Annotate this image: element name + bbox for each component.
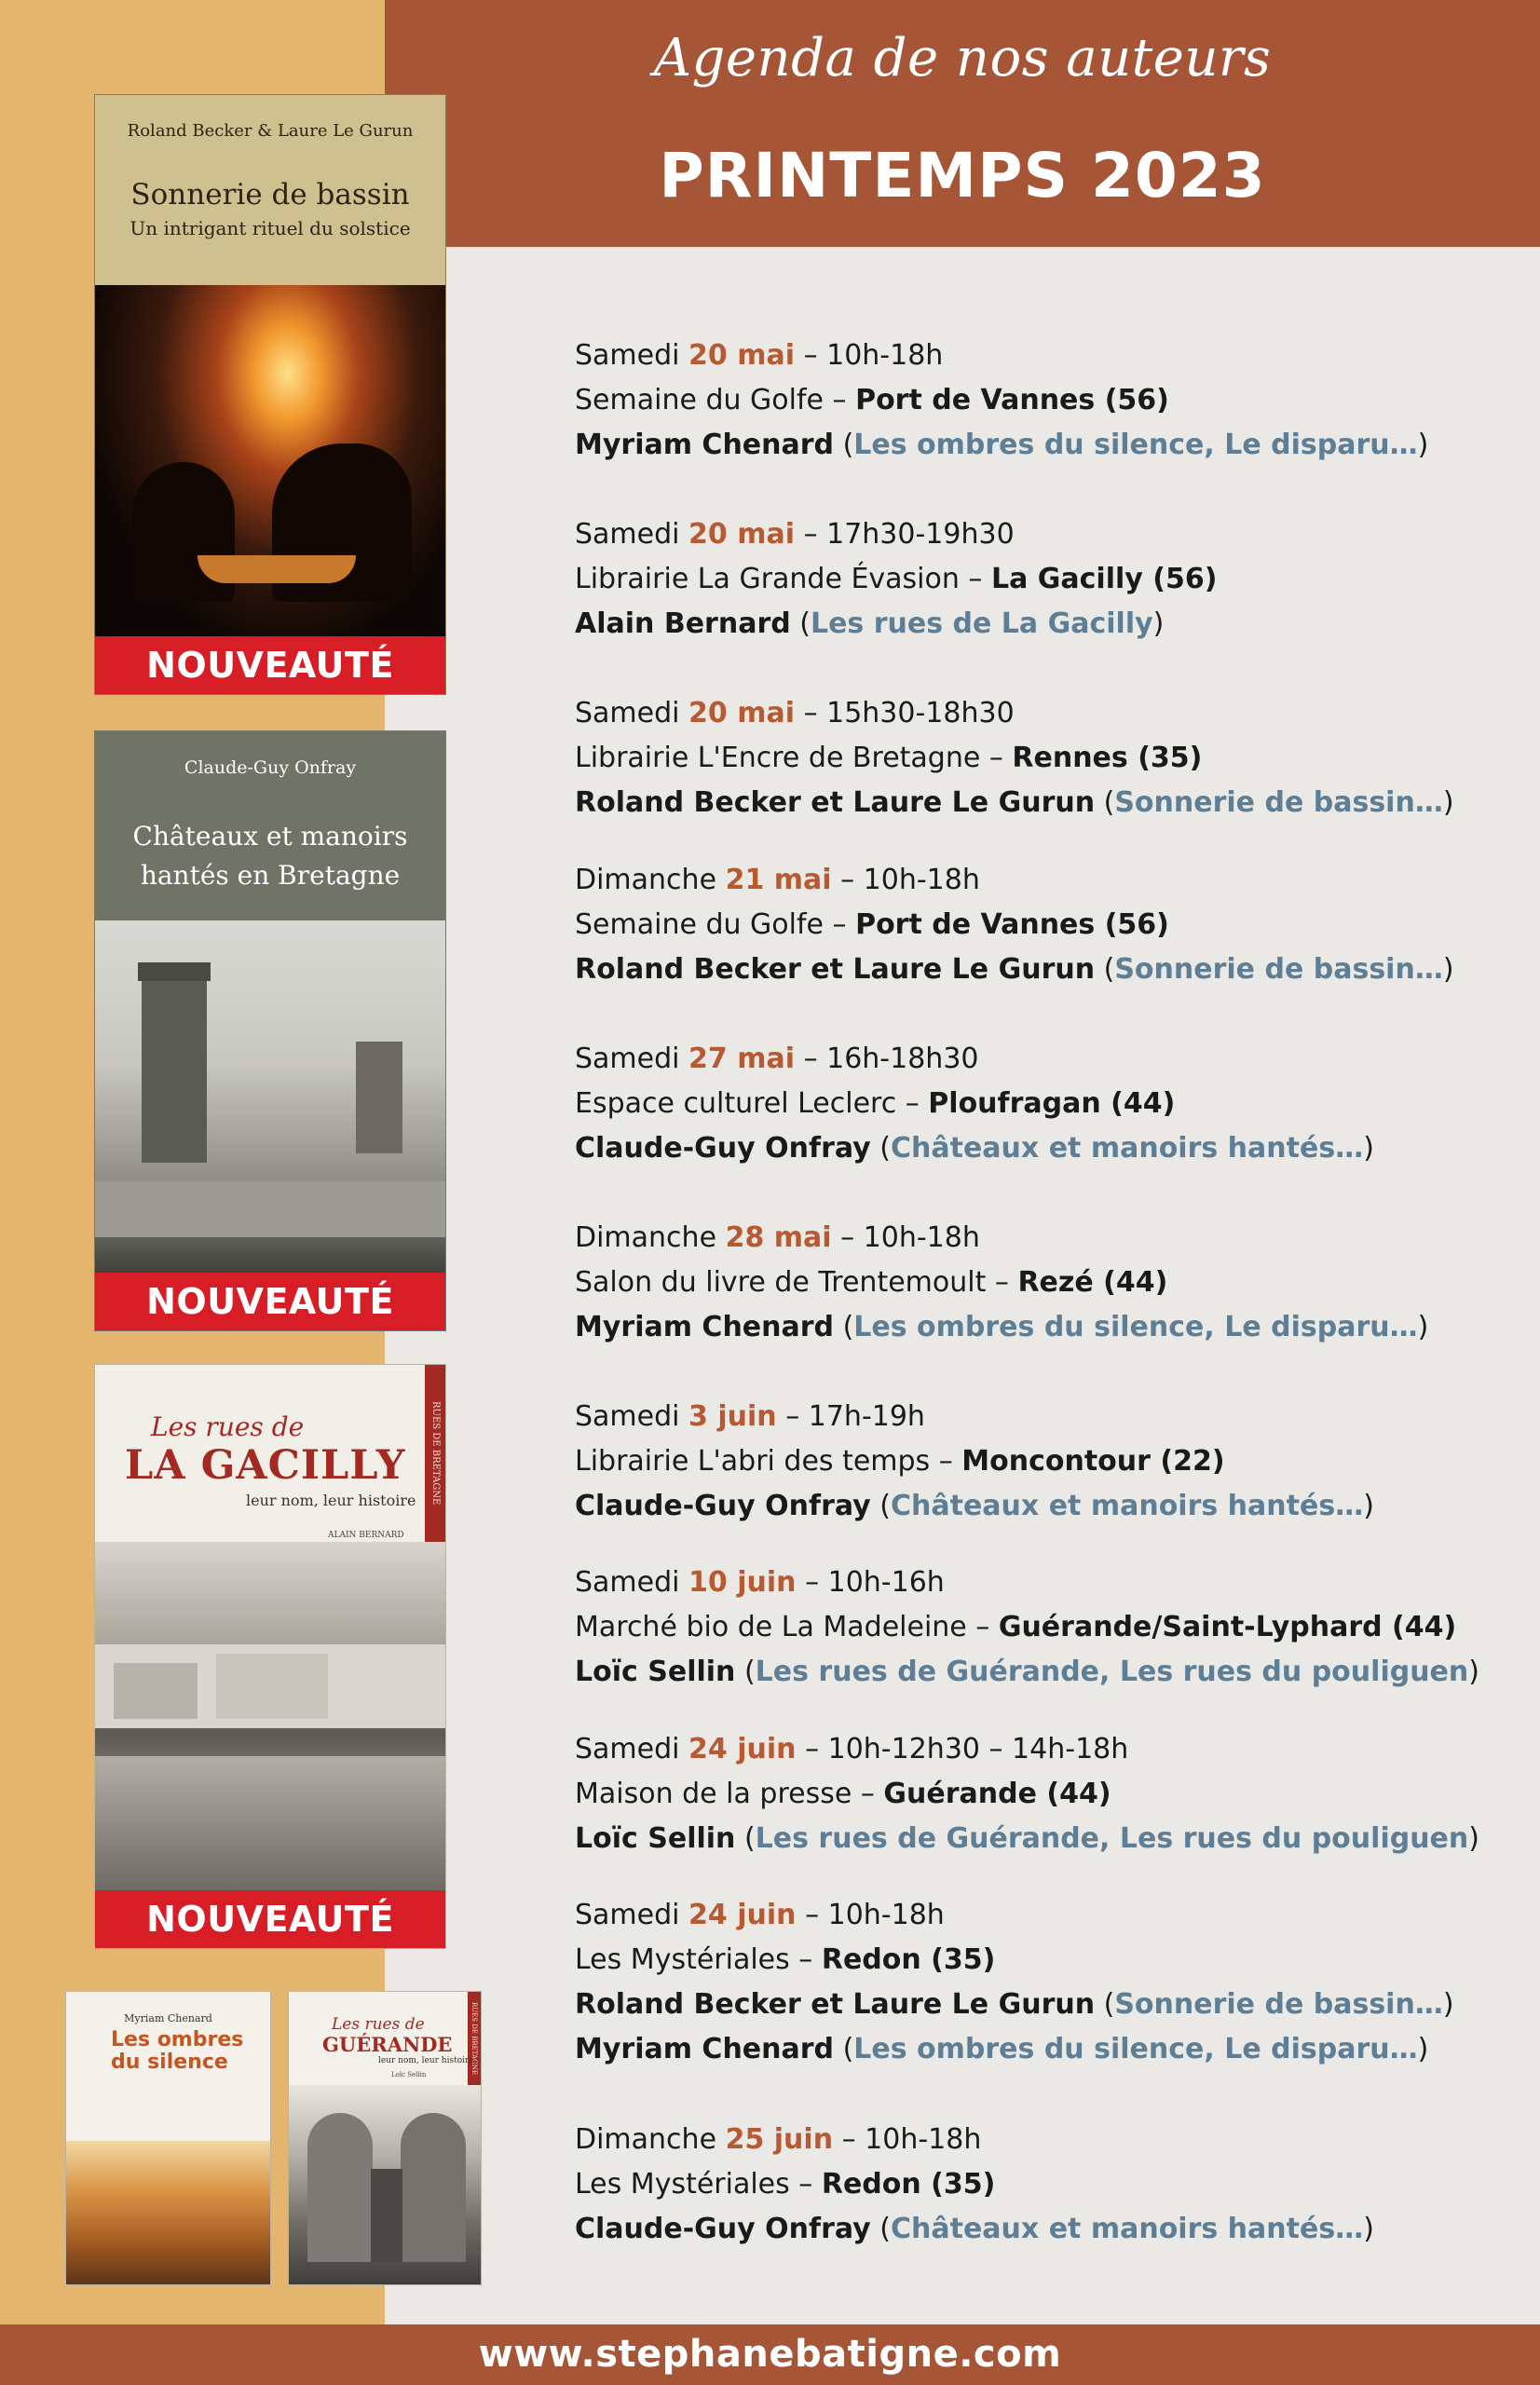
event-time: – 10h-18h — [841, 2123, 982, 2156]
event-venue: Marché bio de La Madeleine – — [575, 1611, 999, 1643]
event-date: 20 mai — [688, 518, 796, 551]
event-venue: Les Mystériales – — [575, 1943, 822, 1976]
event-city: Guérande (44) — [883, 1778, 1111, 1810]
book-pretitle: Les rues de — [151, 1411, 305, 1442]
book-author: Loïc Sellin — [391, 2071, 427, 2078]
season-title: PRINTEMPS 2023 — [659, 140, 1266, 211]
book-cover-chateaux-et-manoirs[interactable] — [94, 730, 446, 1331]
event-book-link[interactable]: Sonnerie de bassin… — [1114, 953, 1443, 986]
event-venue: Les Mystériales – — [575, 2168, 822, 2201]
event-day: Samedi — [575, 1043, 680, 1075]
event-time: – 16h-18h30 — [803, 1043, 979, 1075]
book-author: Myriam Chenard — [124, 2012, 212, 2024]
event-author: Claude-Guy Onfray — [575, 1490, 871, 1522]
event-date: 10 juin — [688, 1566, 797, 1599]
event-author: Claude-Guy Onfray — [575, 2213, 871, 2245]
event-date: 20 mai — [688, 697, 796, 729]
event-day: Samedi — [575, 1733, 680, 1765]
event-author: Loïc Sellin — [575, 1822, 736, 1855]
event-date: 21 mai — [725, 864, 832, 896]
page-title: Agenda de nos auteurs — [653, 28, 1272, 89]
series-label: RUES DE BRETAGNE — [425, 1365, 445, 1542]
event-date: 27 mai — [688, 1043, 796, 1075]
event-time: – 10h-18h — [805, 1899, 945, 1931]
event-book-link[interactable]: Les rues de La Gacilly — [810, 607, 1153, 640]
village-street-photo — [95, 1542, 445, 1892]
event-day: Dimanche — [575, 2123, 717, 2156]
event-author: Myriam Chenard — [575, 1311, 835, 1343]
event-book-link[interactable]: Les rues de Guérande, Les rues du pouliguen — [755, 1656, 1469, 1688]
series-label: RUES DE BRETAGNE — [468, 1992, 481, 2085]
book-subtitle: leur nom, leur histoire — [246, 1492, 416, 1509]
event-author: Myriam Chenard — [575, 2033, 835, 2065]
event-city: Moncontour (22) — [961, 1445, 1225, 1478]
event-date: 3 juin — [688, 1400, 777, 1433]
event-book-link[interactable]: Les ombres du silence, Le disparu… — [853, 429, 1418, 461]
event-venue: Semaine du Golfe – — [575, 908, 856, 941]
book-title: LA GACILLY — [125, 1442, 406, 1489]
book-author: Claude-Guy Onfray — [184, 757, 357, 778]
event-item: Samedi 20 mai – 10h-18h Semaine du Golfe – Port de Vannes (56) Myriam Chenard (Les ombres du silence, Le disparu…) — [575, 339, 1429, 461]
event-city: Ploufragan (44) — [928, 1087, 1176, 1120]
event-item: Samedi 3 juin – 17h-19h Librairie L'abri des temps – Moncontour (22) Claude-Guy Onfray (Châteaux et manoirs hantés…) — [575, 1400, 1374, 1522]
event-book-link[interactable]: Les rues de Guérande, Les rues du pouliguen — [755, 1822, 1469, 1855]
event-item: Samedi 10 juin – 10h-16h Marché bio de La Madeleine – Guérande/Saint-Lyphard (44) Loïc Sellin (Les rues de Guérande, Les rues du pouliguen) — [575, 1566, 1479, 1688]
event-time: – 10h-18h — [803, 339, 944, 372]
event-item: Dimanche 21 mai – 10h-18h Semaine du Golfe – Port de Vannes (56) Roland Becker et Laure Le Gurun (Sonnerie de bassin…) — [575, 864, 1454, 986]
event-author: Roland Becker et Laure Le Gurun — [575, 953, 1096, 986]
event-author: Alain Bernard — [575, 607, 791, 640]
event-book-link[interactable]: Les ombres du silence, Le disparu… — [853, 1311, 1418, 1343]
event-day: Samedi — [575, 1400, 680, 1433]
header-banner — [385, 0, 1540, 247]
event-date: 25 juin — [725, 2123, 834, 2156]
event-day: Dimanche — [575, 1221, 717, 1254]
event-venue: Espace culturel Leclerc – — [575, 1087, 929, 1120]
book-authors: Roland Becker & Laure Le Gurun — [127, 121, 414, 141]
event-date: 24 juin — [688, 1733, 797, 1765]
event-city: Guérande/Saint-Lyphard (44) — [998, 1611, 1457, 1643]
event-day: Samedi — [575, 1566, 680, 1599]
website-link[interactable]: www.stephanebatigne.com — [478, 2333, 1062, 2376]
book-pretitle: Les rues de — [332, 2015, 425, 2034]
book-cover-les-rues-de-guerande[interactable] — [288, 1991, 482, 2285]
event-time: – 10h-18h — [840, 1221, 980, 1254]
book-title: Les ombres du silence — [111, 2028, 244, 2074]
city-gate-photo — [289, 2085, 481, 2285]
book-subtitle: Un intrigant rituel du solstice — [129, 217, 411, 239]
event-date: 24 juin — [688, 1899, 797, 1931]
event-date: 28 mai — [725, 1221, 832, 1254]
footer-banner — [0, 2324, 1540, 2385]
event-city: Rezé (44) — [1017, 1266, 1168, 1299]
event-item: Samedi 24 juin – 10h-18h Les Mystériales – Redon (35) Roland Becker et Laure Le Gurun (Sonnerie de bassin…) Myriam Chenard (Les ombres du silence, Le disparu…) — [575, 1899, 1454, 2065]
event-time: – 17h-19h — [785, 1400, 925, 1433]
event-author: Claude-Guy Onfray — [575, 1132, 871, 1165]
event-book-link[interactable]: Les ombres du silence, Le disparu… — [853, 2033, 1418, 2065]
event-item: Dimanche 25 juin – 10h-18h Les Mystériales – Redon (35) Claude-Guy Onfray (Châteaux et manoirs hantés…) — [575, 2123, 1374, 2245]
event-city: Port de Vannes (56) — [855, 908, 1169, 941]
book-title: Sonnerie de bassin — [130, 178, 410, 211]
event-venue: Semaine du Golfe – — [575, 384, 856, 416]
bonfire-photo — [95, 285, 445, 639]
event-venue: Librairie L'Encre de Bretagne – — [575, 742, 1013, 774]
event-item: Dimanche 28 mai – 10h-18h Salon du livre de Trentemoult – Rezé (44) Myriam Chenard (Les ombres du silence, Le disparu…) — [575, 1221, 1429, 1343]
event-book-link[interactable]: Châteaux et manoirs hantés… — [891, 1132, 1364, 1165]
castle-engraving — [95, 920, 445, 1274]
event-book-link[interactable]: Châteaux et manoirs hantés… — [891, 2213, 1364, 2245]
event-time: – 10h-16h — [805, 1566, 945, 1599]
event-author: Roland Becker et Laure Le Gurun — [575, 1988, 1096, 2021]
event-book-link[interactable]: Sonnerie de bassin… — [1114, 786, 1443, 819]
castle-photo — [66, 2141, 270, 2285]
event-city: Rennes (35) — [1012, 742, 1203, 774]
event-time: – 10h-18h — [840, 864, 980, 896]
new-badge: NOUVEAUTÉ — [95, 636, 445, 694]
book-title: Châteaux et manoirs hantés en Bretagne — [132, 821, 408, 891]
book-title: GUÉRANDE — [322, 2033, 453, 2056]
event-time: – 15h30-18h30 — [803, 697, 1015, 729]
event-time: – 17h30-19h30 — [803, 518, 1015, 551]
event-author: Loïc Sellin — [575, 1656, 736, 1688]
event-city: La Gacilly (56) — [990, 563, 1218, 595]
book-cover-les-ombres-du-silence[interactable] — [65, 1991, 271, 2285]
event-venue: Maison de la presse – — [575, 1778, 884, 1810]
event-item: Samedi 24 juin – 10h-12h30 – 14h-18h Maison de la presse – Guérande (44) Loïc Sellin (Les rues de Guérande, Les rues du pouliguen) — [575, 1733, 1479, 1855]
event-book-link[interactable]: Sonnerie de bassin… — [1114, 1988, 1443, 2021]
event-item: Samedi 20 mai – 15h30-18h30 Librairie L'Encre de Bretagne – Rennes (35) Roland Becker et Laure Le Gurun (Sonnerie de bassin…) — [575, 697, 1454, 819]
event-day: Samedi — [575, 1899, 680, 1931]
book-cover-les-rues-de-la-gacilly[interactable] — [94, 1364, 446, 1949]
event-city: Redon (35) — [821, 1943, 996, 1976]
event-city: Port de Vannes (56) — [855, 384, 1169, 416]
event-day: Dimanche — [575, 864, 717, 896]
event-venue: Salon du livre de Trentemoult – — [575, 1266, 1018, 1299]
event-day: Samedi — [575, 697, 680, 729]
event-venue: Librairie La Grande Évasion – — [575, 563, 991, 595]
new-badge: NOUVEAUTÉ — [95, 1890, 445, 1948]
book-subtitle: leur nom, leur histoire — [378, 2056, 474, 2065]
book-author: ALAIN BERNARD — [328, 1531, 404, 1540]
event-time: – 10h-12h30 – 14h-18h — [805, 1733, 1129, 1765]
event-author: Myriam Chenard — [575, 429, 835, 461]
event-city: Redon (35) — [821, 2168, 996, 2201]
book-cover-sonnerie-de-bassin[interactable] — [94, 94, 446, 695]
event-book-link[interactable]: Châteaux et manoirs hantés… — [891, 1490, 1364, 1522]
event-venue: Librairie L'abri des temps – — [575, 1445, 962, 1478]
event-author: Roland Becker et Laure Le Gurun — [575, 786, 1096, 819]
new-badge: NOUVEAUTÉ — [95, 1273, 445, 1330]
event-item: Samedi 20 mai – 17h30-19h30 Librairie La Grande Évasion – La Gacilly (56) Alain Bernard (Les rues de La Gacilly) — [575, 518, 1218, 640]
event-day: Samedi — [575, 518, 680, 551]
event-date: 20 mai — [688, 339, 796, 372]
event-day: Samedi — [575, 339, 680, 372]
event-item: Samedi 27 mai – 16h-18h30 Espace culturel Leclerc – Ploufragan (44) Claude-Guy Onfray (Châteaux et manoirs hantés…) — [575, 1043, 1374, 1165]
